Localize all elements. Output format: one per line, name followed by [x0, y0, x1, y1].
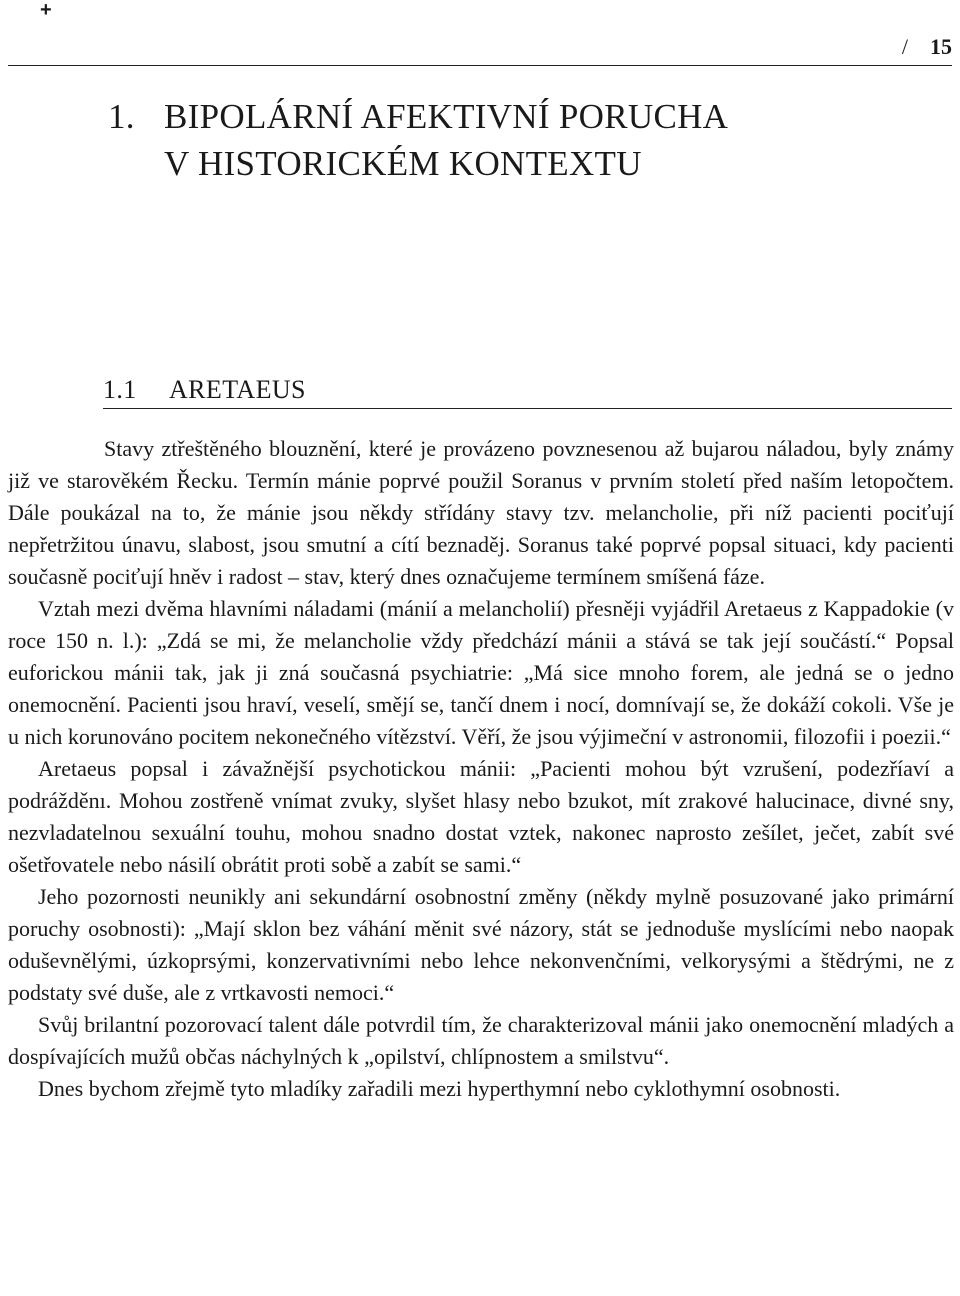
chapter-number: 1.: [108, 97, 135, 136]
chapter-title-line-2: V HISTORICKÉM KONTEXTU: [164, 144, 642, 183]
running-head: [902, 34, 952, 60]
chapter-title: [108, 93, 728, 187]
section-heading: [103, 372, 952, 409]
paragraph-5: Svůj brilantní pozorovací talent dále potvrdil tím, že charakterizoval mánii jako onemocnění mladých a dospívajících mužů občas náchylných k „opilství, chlípnostem a smilstvu“.: [8, 1012, 954, 1069]
body-text: [8, 433, 954, 1105]
paragraph-4: Jeho pozornosti neunikly ani sekundární osobnostní změny (někdy mylně posuzované jako primární poruchy osobnosti): „Mají sklon bez váhání měnit své názory, stát se jednoduše myslícími nebo naopak oduševnělými, úzkoprsými, konzervativními nebo lehce nekonvenčními, velkorysými a štědrými, ne z podstaty své duše, ale z vrtkavosti nemoci.“: [8, 884, 954, 1005]
running-head-slash: /: [901, 34, 908, 59]
paragraph-2: Vztah mezi dvěma hlavními náladami (mánií a melancholií) přesněji vyjádřil Aretaeus z Kappadokie (v roce 150 n. l.): „Zdá se mi, že melancholie vždy předchází mánii a stává se tak její součástí.“ Popsal euforickou mánii tak, jak ji zná současná psychiatrie: „Má sice mnoho forem, ale jedná se o jedno onemocnění. Pacienti jsou hraví, veselí, smějí se, tančí dnem i nocí, domnívají se, že dokáží cokoli. Vše je u nich korunováno pocitem nekonečného vítězství. Věří, že jsou výjimeční v astronomii, filozofii i poezii.“: [8, 596, 954, 749]
header-rule: [8, 65, 952, 66]
section-number: 1.1: [103, 375, 137, 404]
crop-mark: +: [40, 0, 52, 21]
page-number: 15: [930, 34, 952, 59]
paragraph-3: Aretaeus popsal i závažnější psychotickou mánii: „Pacienti mohou být vzrušení, podezříaví a podrážděnı. Mohou zostřeně vnímat zvuky, slyšet hlasy nebo bzukot, mít zrakové halucinace, divné sny, nezvladatelnou sexuální touhu, mohou snadno dostat vztek, nakonec naprosto zešílet, ječet, zabít své ošetřovatele nebo násilí obrátit proti sobě a zabít se sami.“: [8, 756, 954, 877]
paragraph-6: Dnes bychom zřejmě tyto mladíky zařadili mezi hyperthymní nebo cyklothymní osobnosti.: [38, 1076, 841, 1101]
chapter-title-line-1: BIPOLÁRNÍ AFEKTIVNÍ PORUCHA: [164, 97, 729, 136]
paragraph-1: Stavy ztřeštěného blouznění, které je provázeno povznesenou až bujarou náladou, byly známy již ve starověkém Řecku. Termín mánie poprvé použil Soranus v prvním století před naším letopočtem. Dále poukázal na to, že mánie jsou někdy střídány stavy tzv. melancholie, při níž pacienti pociťují nepřetržitou únavu, slabost, jsou smutní a cítí beznaděj. Soranus také poprvé popsal situaci, kdy pacienti současně pociťují hněv i radost – stav, který dnes označujeme termínem smíšená fáze.: [8, 436, 954, 589]
section-title: ARETAEUS: [169, 375, 306, 404]
